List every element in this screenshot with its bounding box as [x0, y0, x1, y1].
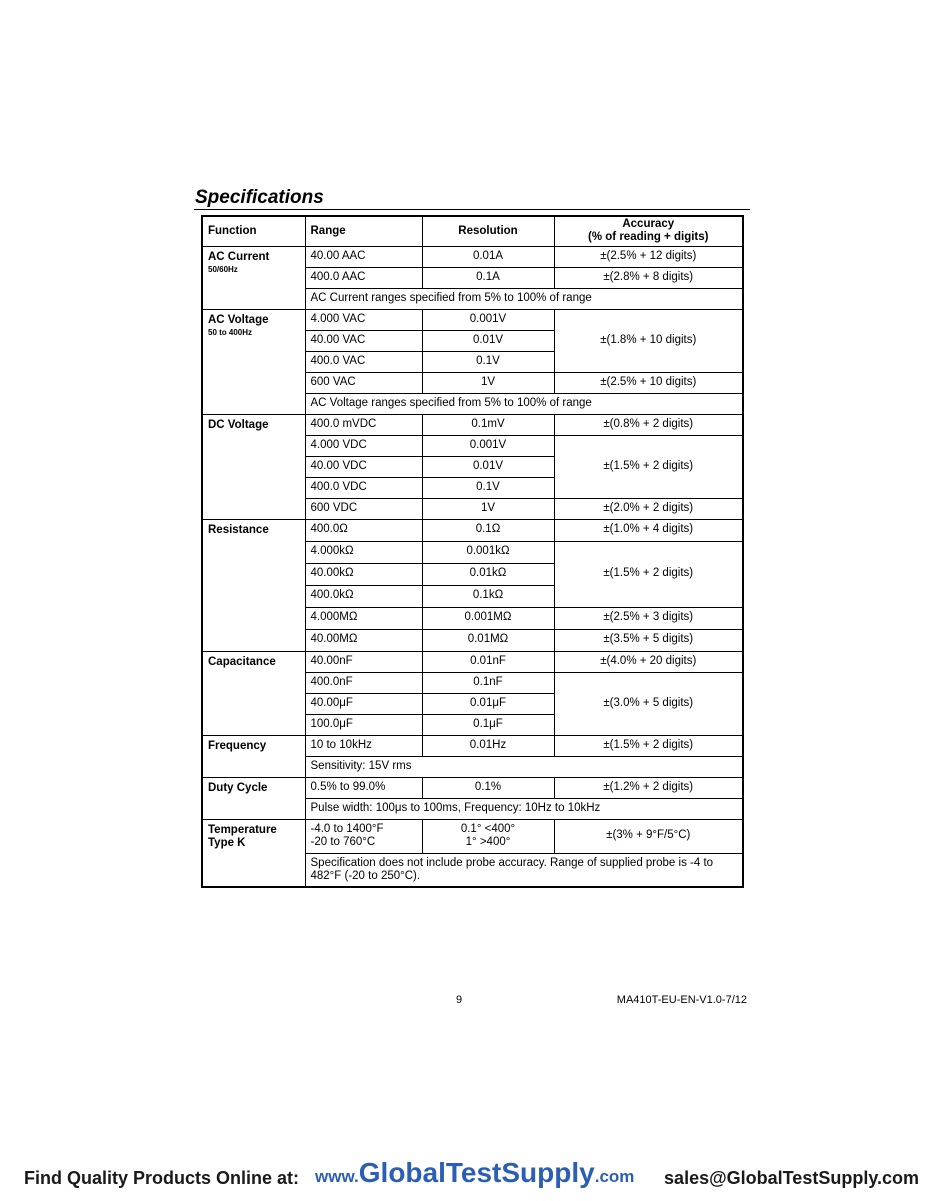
- range-line2: -20 to 760°C: [310, 836, 376, 848]
- resolution-cell: 0.1mV: [422, 414, 554, 435]
- header-accuracy-line2: (% of reading + digits): [588, 231, 709, 244]
- accuracy-cell: ±(0.8% + 2 digits): [554, 414, 743, 435]
- function-name-line2: Type K: [208, 836, 246, 849]
- note-cell: AC Voltage ranges specified from 5% to 100% of range: [305, 393, 743, 414]
- banner-tagline: Find Quality Products Online at:: [24, 1168, 300, 1188]
- table-row: [202, 735, 743, 756]
- accuracy-cell: ±(2.8% + 8 digits): [554, 267, 743, 288]
- resolution-cell: 0.1%: [422, 777, 554, 798]
- range-cell: 10 to 10kHz: [305, 735, 422, 756]
- resolution-cell: 0.01A: [422, 246, 554, 267]
- range-line1: -4.0 to 1400°F: [310, 822, 384, 835]
- range-cell: 40.00nF: [305, 651, 422, 672]
- accuracy-cell: ±(1.2% + 2 digits): [554, 777, 743, 798]
- resolution-cell: 1V: [422, 498, 554, 519]
- page-number: 9: [456, 994, 463, 1006]
- accuracy-cell: ±(1.8% + 10 digits): [554, 309, 743, 372]
- function-subtitle: 50/60Hz: [208, 264, 238, 274]
- resolution-cell: 1V: [422, 372, 554, 393]
- resolution-line1: 0.1° <400°: [460, 822, 516, 835]
- range-cell: 400.0 AAC: [305, 267, 422, 288]
- range-cell: 400.0kΩ: [305, 585, 422, 607]
- accuracy-cell: ±(1.0% + 4 digits): [554, 519, 743, 541]
- note-cell: AC Current ranges specified from 5% to 100% of range: [305, 288, 743, 309]
- accuracy-cell: ±(1.5% + 2 digits): [554, 541, 743, 607]
- table-row: [202, 519, 743, 541]
- function-name-line1: Temperature: [208, 823, 277, 836]
- email-link[interactable]: sales@GlobalTestSupply.com: [664, 1168, 919, 1188]
- resolution-cell: 0.01kΩ: [422, 563, 554, 585]
- accuracy-cell: ±(2.5% + 10 digits): [554, 372, 743, 393]
- range-cell: 4.000 VDC: [305, 435, 422, 456]
- range-cell: 40.00 VDC: [305, 456, 422, 477]
- range-cell: 4.000 VAC: [305, 309, 422, 330]
- range-cell: 4.000MΩ: [305, 607, 422, 629]
- header-accuracy: [554, 216, 743, 246]
- header-row: [202, 216, 743, 246]
- title-rule: [194, 209, 750, 210]
- resolution-cell: 0.1nF: [422, 672, 554, 693]
- range-cell: 400.0 mVDC: [305, 414, 422, 435]
- resolution-cell: 0.01MΩ: [422, 629, 554, 651]
- note-cell: Sensitivity: 15V rms: [305, 756, 743, 777]
- accuracy-cell: ±(3.0% + 5 digits): [554, 672, 743, 735]
- resolution-cell: 0.1μF: [422, 714, 554, 735]
- accuracy-cell: ±(1.5% + 2 digits): [554, 435, 743, 498]
- resolution-cell: [422, 819, 554, 853]
- function-frequency: Frequency: [202, 735, 305, 777]
- table-row: [202, 414, 743, 435]
- range-cell: 600 VAC: [305, 372, 422, 393]
- range-cell: 40.00MΩ: [305, 629, 422, 651]
- resolution-cell: 0.1A: [422, 267, 554, 288]
- range-cell: 0.5% to 99.0%: [305, 777, 422, 798]
- resolution-cell: 0.01V: [422, 330, 554, 351]
- range-cell: 400.0Ω: [305, 519, 422, 541]
- function-subtitle: 50 to 400Hz: [208, 327, 253, 337]
- accuracy-cell: ±(4.0% + 20 digits): [554, 651, 743, 672]
- accuracy-cell: ±(3.5% + 5 digits): [554, 629, 743, 651]
- range-cell: 40.00 VAC: [305, 330, 422, 351]
- range-cell: 100.0μF: [305, 714, 422, 735]
- range-cell: 400.0 VAC: [305, 351, 422, 372]
- accuracy-cell: ±(2.5% + 12 digits): [554, 246, 743, 267]
- function-ac-voltage: [202, 309, 305, 414]
- website-link[interactable]: [315, 1157, 634, 1189]
- document-id: MA410T-EU-EN-V1.0-7/12: [616, 994, 747, 1006]
- url-suffix: .com: [594, 1167, 635, 1186]
- function-ac-current: [202, 246, 305, 309]
- function-name: AC Current: [208, 250, 270, 263]
- resolution-cell: 0.001V: [422, 435, 554, 456]
- resolution-cell: 0.1V: [422, 351, 554, 372]
- url-main: GlobalTestSupply: [358, 1157, 595, 1188]
- accuracy-cell: ±(2.5% + 3 digits): [554, 607, 743, 629]
- range-cell: 40.00 AAC: [305, 246, 422, 267]
- resolution-cell: 0.001kΩ: [422, 541, 554, 563]
- resolution-cell: 0.1V: [422, 477, 554, 498]
- specifications-table: [201, 215, 744, 888]
- function-name: AC Voltage: [208, 313, 269, 326]
- table-row: [202, 777, 743, 798]
- header-accuracy-line1: Accuracy: [622, 218, 675, 231]
- function-resistance: Resistance: [202, 519, 305, 651]
- range-cell: 600 VDC: [305, 498, 422, 519]
- note-cell: Pulse width: 100μs to 100ms, Frequency: 10Hz to 10kHz: [305, 798, 743, 819]
- resolution-cell: 0.001MΩ: [422, 607, 554, 629]
- function-temperature: [202, 819, 305, 887]
- url-prefix: www.: [315, 1167, 359, 1186]
- resolution-cell: 0.01V: [422, 456, 554, 477]
- resolution-cell: 0.001V: [422, 309, 554, 330]
- accuracy-cell: ±(2.0% + 2 digits): [554, 498, 743, 519]
- resolution-cell: 0.1Ω: [422, 519, 554, 541]
- header-resolution: Resolution: [422, 216, 554, 246]
- page-title: Specifications: [195, 187, 324, 208]
- range-cell: [305, 819, 422, 853]
- resolution-cell: 0.1kΩ: [422, 585, 554, 607]
- resolution-cell: 0.01nF: [422, 651, 554, 672]
- resolution-line2: 1° >400°: [465, 836, 511, 848]
- table-row: [202, 309, 743, 330]
- accuracy-cell: ±(3% + 9°F/5°C): [554, 819, 743, 853]
- table-row: [202, 651, 743, 672]
- header-range: Range: [305, 216, 422, 246]
- function-dc-voltage: DC Voltage: [202, 414, 305, 519]
- note-cell: Specification does not include probe accuracy. Range of supplied probe is -4 to 482°F (-20 to 250°C).: [305, 853, 743, 887]
- function-capacitance: Capacitance: [202, 651, 305, 735]
- function-duty-cycle: Duty Cycle: [202, 777, 305, 819]
- range-cell: 400.0 VDC: [305, 477, 422, 498]
- resolution-cell: 0.01μF: [422, 693, 554, 714]
- header-function: Function: [202, 216, 305, 246]
- table-row: [202, 819, 743, 853]
- range-cell: 400.0nF: [305, 672, 422, 693]
- range-cell: 40.00kΩ: [305, 563, 422, 585]
- range-cell: 40.00μF: [305, 693, 422, 714]
- table-row: [202, 246, 743, 267]
- resolution-cell: 0.01Hz: [422, 735, 554, 756]
- accuracy-cell: ±(1.5% + 2 digits): [554, 735, 743, 756]
- range-cell: 4.000kΩ: [305, 541, 422, 563]
